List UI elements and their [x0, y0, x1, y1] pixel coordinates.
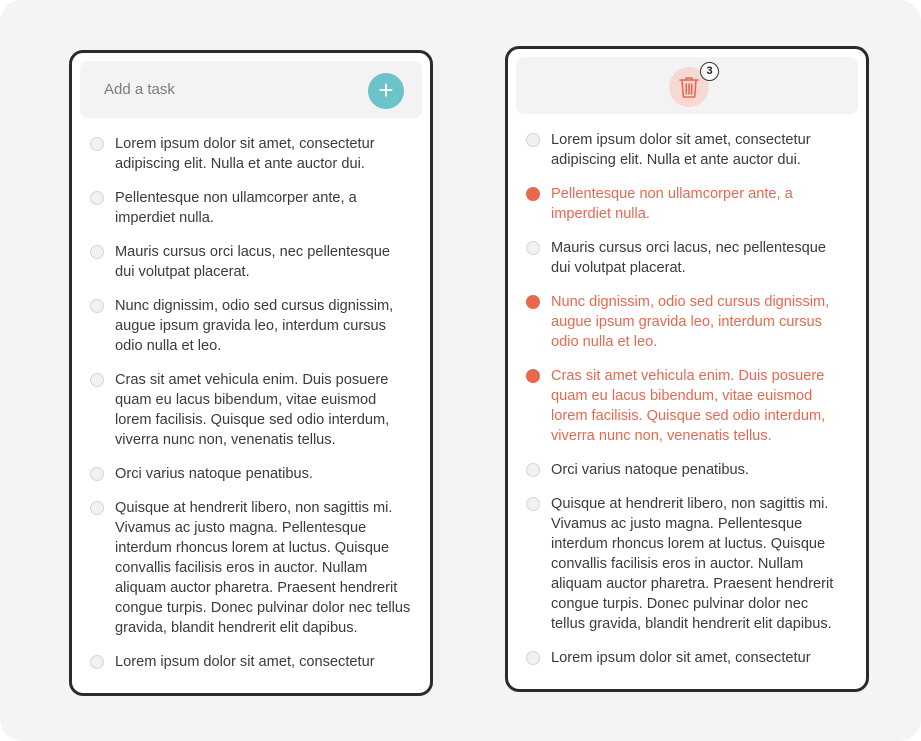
task-text: Quisque at hendrerit libero, non sagittis mi. Vivamus ac justo magna. Pellentesque interdum rhoncus lorem at luctus. Quisque convallis facilisis eros in auctor. Nullam aliquam auctor pharetra. Praesent hendrerit congue turpis. Donec pulvinar dolor nec tellus gravida, blandit hendrerit elit dapibus.: [551, 496, 834, 632]
task-radio[interactable]: [90, 191, 104, 205]
task-radio[interactable]: [526, 463, 540, 477]
todo-panel-selection: [505, 46, 869, 692]
task-item[interactable]: [508, 460, 866, 480]
task-text: Nunc dignissim, odio sed cursus dignissim, augue ipsum gravida leo, interdum cursus odio nulla et leo.: [115, 298, 394, 354]
task-item-selected[interactable]: [508, 366, 866, 446]
task-radio[interactable]: [526, 133, 540, 147]
task-text: Orci varius natoque penatibus.: [115, 466, 313, 482]
task-text: Mauris cursus orci lacus, nec pellentesque dui volutpat placerat.: [115, 244, 390, 280]
task-item[interactable]: [508, 494, 866, 634]
delete-selected-button[interactable]: [669, 65, 713, 107]
task-radio[interactable]: [526, 651, 540, 665]
task-text: Orci varius natoque penatibus.: [551, 462, 749, 478]
task-item[interactable]: [72, 652, 430, 672]
task-radio[interactable]: [526, 497, 540, 511]
task-radio[interactable]: [90, 467, 104, 481]
task-radio[interactable]: [90, 655, 104, 669]
trash-icon: [678, 75, 700, 99]
task-item-selected[interactable]: [508, 292, 866, 352]
task-text: Pellentesque non ullamcorper ante, a imperdiet nulla.: [115, 190, 357, 226]
selected-count-badge: 3: [700, 62, 719, 81]
task-radio[interactable]: [90, 373, 104, 387]
add-task-bar: [80, 61, 422, 118]
add-task-input[interactable]: [104, 61, 344, 118]
task-text: Lorem ipsum dolor sit amet, consectetur: [551, 650, 811, 666]
add-task-button[interactable]: [368, 73, 404, 109]
task-text: Quisque at hendrerit libero, non sagittis mi. Vivamus ac justo magna. Pellentesque interdum rhoncus lorem at luctus. Quisque convallis facilisis eros in auctor. Nullam aliquam auctor pharetra. Praesent hendrerit congue turpis. Donec pulvinar dolor nec tellus gravida, blandit hendrerit elit dapibus.: [115, 500, 411, 636]
task-radio[interactable]: [526, 241, 540, 255]
task-item-selected[interactable]: [508, 184, 866, 224]
task-item[interactable]: [72, 296, 430, 356]
task-radio[interactable]: [90, 245, 104, 259]
task-list: [508, 130, 866, 689]
task-radio[interactable]: [90, 299, 104, 313]
task-item[interactable]: [72, 242, 430, 282]
task-item[interactable]: [508, 238, 866, 278]
selection-bar: [516, 57, 858, 114]
task-text: Lorem ipsum dolor sit amet, consectetur adipiscing elit. Nulla et ante auctor dui.: [115, 136, 375, 172]
task-radio[interactable]: [526, 187, 540, 201]
task-item[interactable]: [508, 130, 866, 170]
task-radio[interactable]: [90, 501, 104, 515]
plus-icon: +: [378, 75, 394, 105]
task-item[interactable]: [508, 648, 866, 668]
task-text: Mauris cursus orci lacus, nec pellentesque dui volutpat placerat.: [551, 240, 826, 276]
task-text: Pellentesque non ullamcorper ante, a imperdiet nulla.: [551, 186, 793, 222]
task-text: Cras sit amet vehicula enim. Duis posuere quam eu lacus bibendum, vitae euismod lorem facilisis. Quisque sed odio interdum, viverra nunc non, venenatis tellus.: [115, 372, 390, 448]
task-item[interactable]: [72, 464, 430, 484]
task-radio[interactable]: [90, 137, 104, 151]
task-text: Lorem ipsum dolor sit amet, consectetur adipiscing elit. Nulla et ante auctor dui.: [551, 132, 811, 168]
task-radio[interactable]: [526, 369, 540, 383]
todo-panel-default: [69, 50, 433, 696]
task-item[interactable]: [72, 134, 430, 174]
task-text: Nunc dignissim, odio sed cursus dignissim, augue ipsum gravida leo, interdum cursus odio nulla et leo.: [551, 294, 830, 350]
task-list: [72, 134, 430, 693]
task-radio[interactable]: [526, 295, 540, 309]
task-item[interactable]: [72, 498, 430, 638]
task-text: Cras sit amet vehicula enim. Duis posuere quam eu lacus bibendum, vitae euismod lorem facilisis. Quisque sed odio interdum, viverra nunc non, venenatis tellus.: [551, 368, 826, 444]
task-text: Lorem ipsum dolor sit amet, consectetur: [115, 654, 375, 670]
task-item[interactable]: [72, 188, 430, 228]
task-item[interactable]: [72, 370, 430, 450]
